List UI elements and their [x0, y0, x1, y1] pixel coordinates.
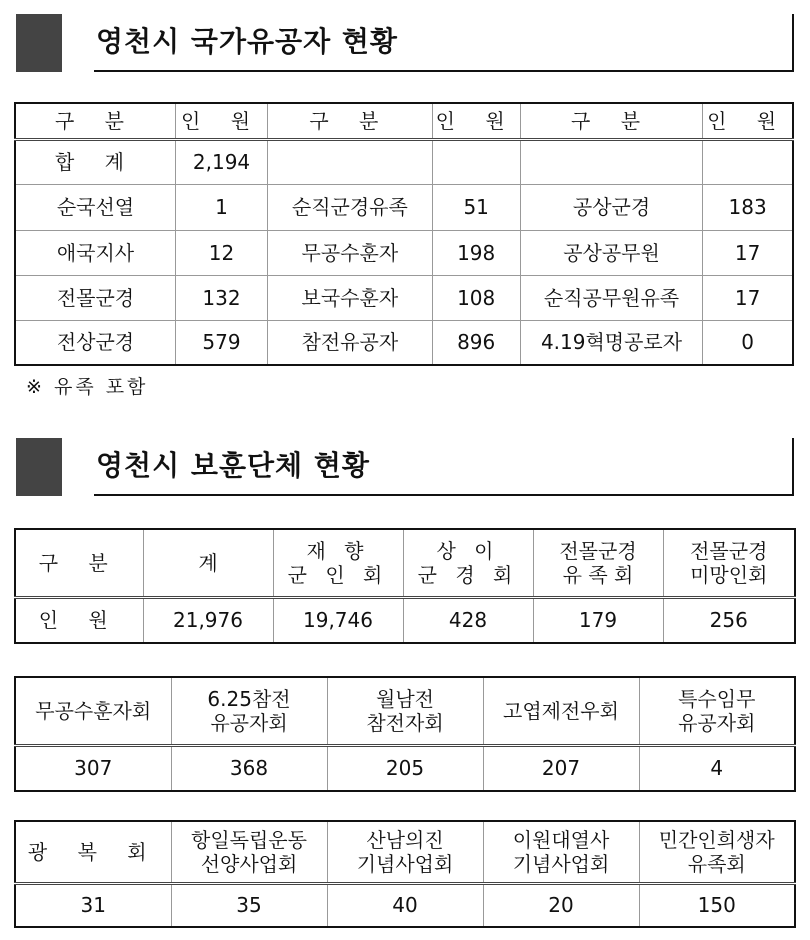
- row-value: 1: [175, 184, 267, 230]
- row-value: 31: [15, 883, 171, 927]
- row-label: 순직군경유족: [268, 184, 432, 230]
- column-header: 특수임무 유공자회: [639, 677, 795, 745]
- title-marker: [16, 438, 62, 496]
- veteran-groups-table-a: [14, 528, 796, 644]
- table-row: [15, 139, 793, 184]
- row-value: [432, 139, 520, 184]
- header-category: 구 분: [15, 103, 175, 139]
- row-label: 합 계: [15, 139, 175, 184]
- row-value: 256: [663, 597, 795, 643]
- row-value: 0: [703, 320, 793, 365]
- table-row: [15, 320, 793, 365]
- row-value: 150: [639, 883, 795, 927]
- column-header: 민간인희생자 유족회: [639, 821, 795, 883]
- row-label: [268, 139, 432, 184]
- row-value: 108: [432, 275, 520, 320]
- title-underline: [94, 494, 794, 496]
- column-header: 상 이 군 경 회: [403, 529, 533, 597]
- table-header-row: [15, 821, 795, 883]
- title-marker: [16, 14, 62, 72]
- column-header: 광 복 회: [15, 821, 171, 883]
- table-row: [15, 883, 795, 927]
- column-header: 월남전 참전자회: [327, 677, 483, 745]
- row-value: 579: [175, 320, 267, 365]
- column-header: 고엽제전우회: [483, 677, 639, 745]
- row-value: 368: [171, 745, 327, 791]
- table-row: [15, 597, 795, 643]
- table-row: [15, 230, 793, 275]
- section2-title: 영천시 보훈단체 현황: [96, 449, 370, 482]
- column-header: 항일독립운동 선양사업회: [171, 821, 327, 883]
- row-label: 전상군경: [15, 320, 175, 365]
- title-right-rule: [792, 14, 794, 72]
- row-value: 183: [703, 184, 793, 230]
- veteran-groups-table-b: [14, 676, 796, 792]
- row-label: 무공수훈자: [268, 230, 432, 275]
- row-value: 40: [327, 883, 483, 927]
- row-value: 205: [327, 745, 483, 791]
- veteran-groups-table-c: [14, 820, 796, 928]
- row-label: 참전유공자: [268, 320, 432, 365]
- row-value: 4: [639, 745, 795, 791]
- table-row: [15, 745, 795, 791]
- row-value: 35: [171, 883, 327, 927]
- row-value: 428: [403, 597, 533, 643]
- column-header: 산남의진 기념사업회: [327, 821, 483, 883]
- row-label: [520, 139, 702, 184]
- column-header: 계: [143, 529, 273, 597]
- column-header: 무공수훈자회: [15, 677, 171, 745]
- column-header: 이원대열사 기념사업회: [483, 821, 639, 883]
- table-header-row: [15, 529, 795, 597]
- row-label: 순직공무원유족: [520, 275, 702, 320]
- row-value: 307: [15, 745, 171, 791]
- table-header-row: [15, 677, 795, 745]
- header-category: 구 분: [268, 103, 432, 139]
- row-value: 12: [175, 230, 267, 275]
- row-value: 2,194: [175, 139, 267, 184]
- row-label: 순국선열: [15, 184, 175, 230]
- column-header: 전몰군경 미망인회: [663, 529, 795, 597]
- row-value: 17: [703, 230, 793, 275]
- row-value: 179: [533, 597, 663, 643]
- row-value: 17: [703, 275, 793, 320]
- table-header-row: [15, 103, 793, 139]
- header-count: 인 원: [175, 103, 267, 139]
- row-label: 공상군경: [520, 184, 702, 230]
- title-underline: [94, 70, 794, 72]
- row-label: 애국지사: [15, 230, 175, 275]
- row-label: 인 원: [15, 597, 143, 643]
- title-right-rule: [792, 438, 794, 496]
- header-count: 인 원: [703, 103, 793, 139]
- row-label: 보국수훈자: [268, 275, 432, 320]
- column-header: 전몰군경 유 족 회: [533, 529, 663, 597]
- header-count: 인 원: [432, 103, 520, 139]
- row-value: 51: [432, 184, 520, 230]
- header-category: 구 분: [520, 103, 702, 139]
- row-label: 전몰군경: [15, 275, 175, 320]
- table-row: [15, 184, 793, 230]
- row-value: 896: [432, 320, 520, 365]
- footnote: ※ 유족 포함: [26, 376, 149, 398]
- column-header: 6.25참전 유공자회: [171, 677, 327, 745]
- section1-title-block: [14, 14, 794, 74]
- row-value: [703, 139, 793, 184]
- section1-title: 영천시 국가유공자 현황: [96, 25, 398, 58]
- row-value: 207: [483, 745, 639, 791]
- row-value: 21,976: [143, 597, 273, 643]
- row-value: 132: [175, 275, 267, 320]
- row-value: 19,746: [273, 597, 403, 643]
- row-label: 공상공무원: [520, 230, 702, 275]
- section2-title-block: [14, 438, 794, 498]
- row-value: 20: [483, 883, 639, 927]
- row-value: 198: [432, 230, 520, 275]
- merit-holders-table: [14, 102, 794, 366]
- column-header: 재 향 군 인 회: [273, 529, 403, 597]
- header-category: 구 분: [15, 529, 143, 597]
- row-label: 4.19혁명공로자: [520, 320, 702, 365]
- table-row: [15, 275, 793, 320]
